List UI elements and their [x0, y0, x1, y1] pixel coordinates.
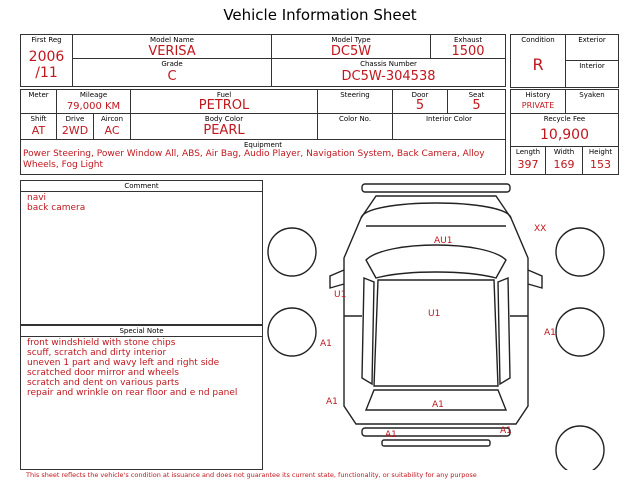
grade-cell — [72, 58, 272, 87]
exterior-label: Exterior — [578, 36, 606, 44]
comment-box — [20, 180, 263, 325]
mark-xx: XX — [534, 224, 547, 234]
aircon-value: AC — [104, 124, 120, 137]
front-right-wheel-icon — [556, 228, 604, 276]
mileage-cell — [56, 89, 131, 114]
mark-a1-right: A1 — [544, 328, 556, 338]
drive-label: Drive — [65, 115, 85, 123]
rear-step-outline — [382, 440, 490, 446]
roof-outline — [374, 280, 498, 386]
model-type-label: Model Type — [331, 36, 371, 44]
sheet-title: Vehicle Information Sheet — [223, 6, 417, 24]
seat-label: Seat — [468, 91, 485, 99]
grade-value: C — [167, 69, 177, 84]
grade-label: Grade — [161, 60, 183, 68]
chassis-cell — [271, 58, 506, 87]
mark-u1-center: U1 — [428, 309, 441, 319]
special-note-text: front windshield with stone chips scuff, scratch and dirty interior uneven 1 part and wavy left and right side scratched door mirror and wheels scratch and dent on various parts repair and wrinkle on rear floor and e nd panel — [27, 338, 238, 398]
mark-a1-bumper-left: A1 — [385, 430, 397, 440]
chassis-value: DC5W-304538 — [341, 69, 436, 84]
exhaust-cell — [430, 34, 506, 59]
right-mirror-icon — [528, 270, 542, 288]
shift-value: AT — [31, 124, 46, 137]
syaken-cell — [565, 89, 619, 114]
mark-a1-rear-center: A1 — [432, 400, 444, 410]
model-name-label: Model Name — [150, 36, 194, 44]
model-name-value: VERISA — [148, 44, 196, 59]
spare-wheel-icon — [556, 426, 604, 470]
mark-a1-left-front: A1 — [320, 339, 332, 349]
condition-cell — [510, 34, 566, 88]
mark-au1: AU1 — [434, 236, 453, 246]
exhaust-label: Exhaust — [453, 36, 483, 44]
steering-cell — [317, 89, 393, 114]
height-label: Height — [588, 148, 613, 156]
mark-u1-left: U1 — [334, 290, 347, 300]
equipment-value: Power Steering, Power Window All, ABS, Air Bag, Audio Player, Navigation System, Back Camera, Alloy Wheels, Fog Light — [23, 149, 485, 170]
aircon-label: Aircon — [100, 115, 124, 123]
windshield-outline — [366, 245, 506, 278]
seat-value: 5 — [472, 98, 481, 113]
front-left-wheel-icon — [268, 228, 316, 276]
drive-cell — [56, 113, 94, 140]
steering-label: Steering — [340, 91, 370, 99]
chassis-label: Chassis Number — [360, 60, 417, 68]
interior-cell — [565, 60, 619, 88]
disclaimer: This sheet reflects the vehicle's condition at issuance and does not guarantee its current state, functionality, or suitability for any purpose — [26, 471, 477, 479]
history-label: History — [525, 91, 551, 99]
fuel-value: PETROL — [198, 98, 250, 113]
model-type-cell — [271, 34, 431, 59]
drive-value: 2WD — [61, 124, 89, 137]
height-cell — [582, 146, 619, 175]
recycle-fee-cell — [510, 113, 619, 147]
first-reg-value: 2006 /11 — [28, 49, 65, 81]
rear-right-wheel-icon — [556, 308, 604, 356]
width-cell — [545, 146, 583, 175]
height-value: 153 — [590, 158, 611, 171]
interior-color-label: Interior Color — [425, 115, 473, 123]
door-cell — [392, 89, 448, 114]
exhaust-value: 1500 — [451, 44, 485, 59]
width-label: Width — [553, 148, 575, 156]
comment-header-line — [21, 191, 262, 192]
seat-cell — [447, 89, 506, 114]
interior-label: Interior — [579, 62, 605, 70]
special-note-label: Special Note — [119, 327, 164, 335]
shift-cell — [20, 113, 57, 140]
mark-a1-left-rear: A1 — [326, 397, 338, 407]
color-no-label: Color No. — [338, 115, 372, 123]
fuel-cell — [130, 89, 318, 114]
length-cell — [510, 146, 546, 175]
history-cell — [510, 89, 566, 114]
condition-label: Condition — [521, 36, 555, 44]
equipment-cell — [20, 139, 506, 175]
special-note-box — [20, 325, 263, 470]
shift-label: Shift — [30, 115, 47, 123]
meter-label: Meter — [28, 91, 49, 99]
exterior-cell — [565, 34, 619, 61]
length-value: 397 — [517, 158, 539, 171]
door-value: 5 — [415, 98, 425, 113]
length-label: Length — [515, 148, 541, 156]
fuel-label: Fuel — [216, 91, 232, 99]
first-reg-label: First Reg — [31, 36, 62, 44]
condition-value: R — [532, 55, 544, 74]
left-mirror-icon — [330, 270, 344, 288]
mark-a1-bumper-right: A1 — [500, 426, 512, 436]
mileage-label: Mileage — [79, 91, 108, 99]
mileage-value: 79,000 KM — [66, 101, 121, 112]
model-type-value: DC5W — [330, 44, 372, 59]
body-color-value: PEARL — [203, 123, 245, 138]
body-color-cell — [130, 113, 318, 140]
comment-text: navi back camera — [27, 193, 86, 213]
recycle-fee-value: 10,900 — [540, 127, 589, 143]
history-value: PRIVATE — [521, 101, 555, 110]
body-color-label: Body Color — [204, 115, 244, 123]
width-value: 169 — [553, 158, 575, 171]
model-name-cell — [72, 34, 272, 59]
front-bumper-outline — [362, 184, 510, 192]
car-damage-diagram — [266, 178, 620, 470]
interior-color-cell — [392, 113, 506, 140]
equipment-label: Equipment — [244, 141, 282, 149]
color-no-cell — [317, 113, 393, 140]
first-reg-cell — [20, 34, 73, 87]
recycle-fee-label: Recycle Fee — [543, 115, 586, 123]
syaken-label: Syaken — [579, 91, 605, 99]
door-label: Door — [411, 91, 429, 99]
meter-cell — [20, 89, 57, 114]
comment-label: Comment — [124, 182, 159, 190]
special-note-header-line — [21, 336, 262, 337]
rear-left-wheel-icon — [268, 308, 316, 356]
aircon-cell — [93, 113, 131, 140]
